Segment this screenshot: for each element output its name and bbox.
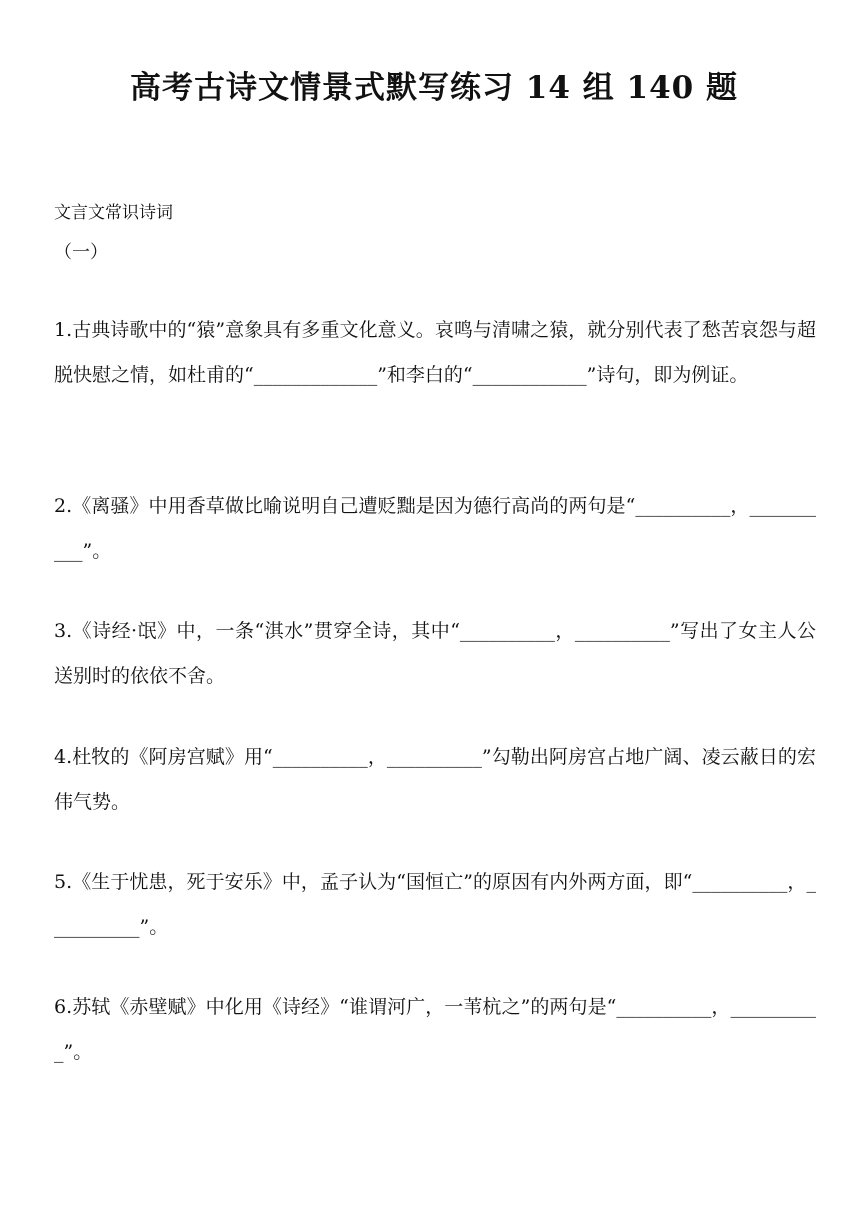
document-title: 高考古诗文情景式默写练习 14 组 140 题 [129, 70, 739, 106]
question-2: 2.《离骚》中用香草做比喻说明自己遭贬黜是因为德行高尚的两句是“__________，__________”。 [54, 495, 816, 562]
question-4: 4.杜牧的《阿房宫赋》用“__________，__________”勾勒出阿房宫占地广阔、凌云蔽日的宏伟气势。 [54, 746, 816, 813]
question-3: 3.《诗经·氓》中，一条“淇水”贯穿全诗，其中“__________，__________”写出了女主人公送别时的依依不舍。 [54, 620, 816, 687]
question-1: 1.古典诗歌中的“猿”意象具有多重文化意义。哀鸣与清啸之猿，就分别代表了愁苦哀怨与超脱快慰之情，如杜甫的“_____________”和李白的“____________”诗句，即为例证。 [54, 319, 816, 386]
group-label: （一） [54, 242, 108, 263]
question-6: 6.苏轼《赤壁赋》中化用《诗经》“谁谓河广，一苇杭之”的两句是“__________，__________”。 [54, 996, 816, 1063]
section-category: 文言文常识诗词 [54, 203, 173, 223]
question-5: 5.《生于忧患，死于安乐》中，孟子认为“国恒亡”的原因有内外两方面，即“__________，__________”。 [54, 871, 816, 938]
